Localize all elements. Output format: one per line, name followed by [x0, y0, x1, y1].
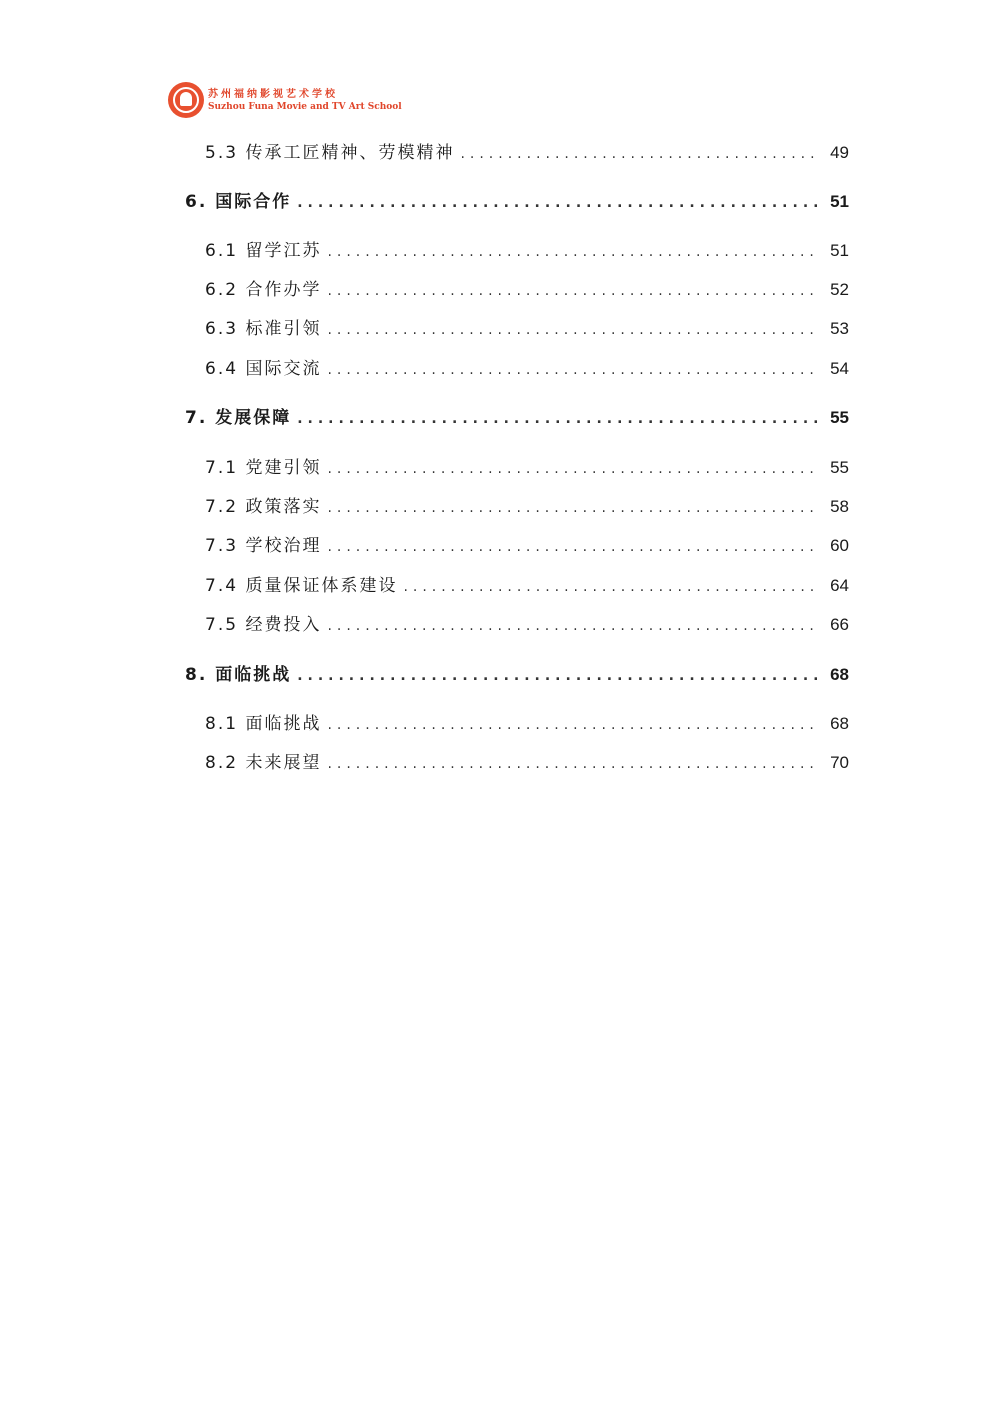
toc-page-number: 54	[830, 359, 849, 378]
toc-entry-title: 7.1 党建引领	[205, 458, 322, 478]
toc-entry-8-2[interactable]	[205, 749, 849, 777]
school-name-en: Suzhou Funa Movie and TV Art School	[208, 101, 402, 112]
toc-entry-title: 7.3 学校治理	[205, 536, 322, 556]
toc-dot-leader	[327, 238, 819, 266]
toc-entry-6[interactable]	[185, 188, 849, 216]
school-logo-header	[168, 80, 402, 120]
toc-entry-7-5[interactable]	[205, 611, 849, 639]
school-logo-text	[208, 88, 402, 113]
school-seal-logo-icon	[168, 82, 204, 118]
toc-page-number: 66	[830, 615, 849, 634]
toc-dot-leader	[327, 612, 819, 640]
toc-entry-title: 7. 发展保障	[185, 408, 292, 428]
toc-dot-leader	[327, 277, 819, 305]
toc-entry-title: 5.3 传承工匠精神、劳模精神	[205, 143, 455, 163]
toc-page-number: 51	[830, 192, 849, 211]
toc-page-number: 64	[830, 576, 849, 595]
toc-page-number: 51	[830, 241, 849, 260]
toc-entry-7-4[interactable]	[205, 572, 849, 600]
toc-entry-8[interactable]	[185, 661, 849, 689]
toc-entry-6-4[interactable]	[205, 355, 849, 383]
toc-entry-8-1[interactable]	[205, 710, 849, 738]
toc-entry-5-3[interactable]	[205, 139, 849, 167]
toc-dot-leader	[327, 494, 819, 522]
toc-dot-leader	[327, 750, 819, 778]
toc-entry-6-3[interactable]	[205, 315, 849, 343]
toc-page-number: 55	[830, 408, 849, 427]
toc-dot-leader	[297, 405, 819, 433]
toc-entry-7-1[interactable]	[205, 454, 849, 482]
toc-entry-title: 7.5 经费投入	[205, 615, 322, 635]
toc-entry-title: 6. 国际合作	[185, 192, 292, 212]
toc-page-number: 55	[830, 458, 849, 477]
toc-page-number: 70	[830, 753, 849, 772]
toc-entry-7[interactable]	[185, 404, 849, 432]
toc-dot-leader	[327, 455, 819, 483]
school-name-cn: 苏州福纳影视艺术学校	[208, 88, 338, 100]
toc-entry-7-3[interactable]	[205, 532, 849, 560]
toc-entry-6-2[interactable]	[205, 276, 849, 304]
toc-entry-title: 8.2 未来展望	[205, 753, 322, 773]
toc-entry-title: 6.1 留学江苏	[205, 241, 322, 261]
toc-entry-title: 6.3 标准引领	[205, 319, 322, 339]
toc-entry-title: 6.4 国际交流	[205, 359, 322, 379]
toc-dot-leader	[327, 316, 819, 344]
toc-page-number: 49	[830, 143, 849, 162]
toc-dot-leader	[297, 189, 819, 217]
toc-page-number: 60	[830, 536, 849, 555]
toc-entry-7-2[interactable]	[205, 493, 849, 521]
toc-page-number: 68	[830, 714, 849, 733]
toc-entry-title: 6.2 合作办学	[205, 280, 322, 300]
toc-dot-leader	[327, 356, 819, 384]
toc-dot-leader	[403, 573, 819, 601]
toc-entry-title: 8.1 面临挑战	[205, 714, 322, 734]
toc-page-number: 53	[830, 319, 849, 338]
toc-page-number: 52	[830, 280, 849, 299]
toc-dot-leader	[297, 662, 819, 690]
toc-entry-title: 7.4 质量保证体系建设	[205, 576, 398, 596]
toc-entry-title: 7.2 政策落实	[205, 497, 322, 517]
toc-page-number: 68	[830, 665, 849, 684]
toc-entry-6-1[interactable]	[205, 237, 849, 265]
toc-page-number: 58	[830, 497, 849, 516]
toc-dot-leader	[460, 140, 819, 168]
toc-dot-leader	[327, 533, 819, 561]
toc-entry-title: 8. 面临挑战	[185, 665, 292, 685]
toc-dot-leader	[327, 711, 819, 739]
